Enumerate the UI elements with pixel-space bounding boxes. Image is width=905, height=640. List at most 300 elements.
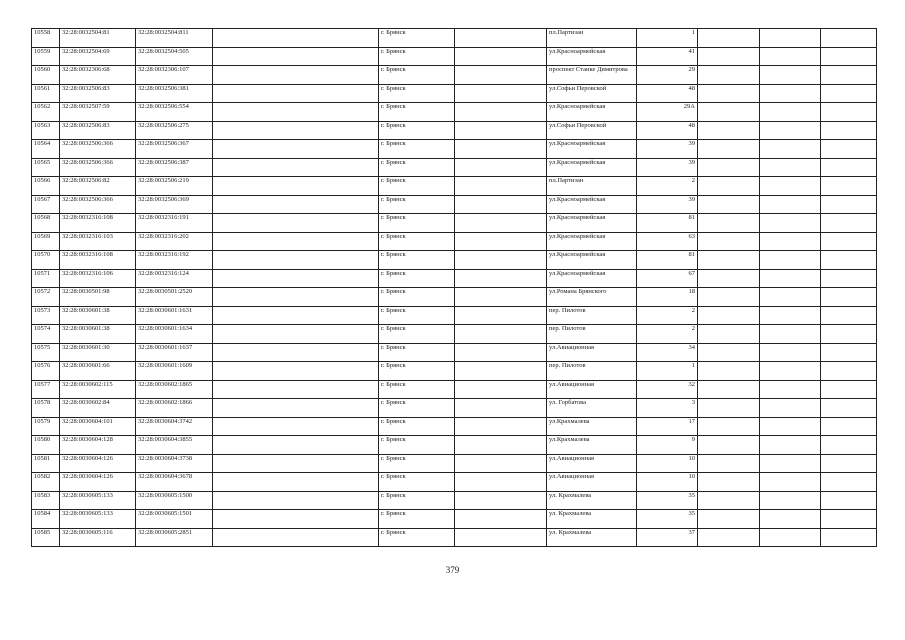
object-cadastral-number-cell: 32:28:0032316:191 bbox=[136, 214, 213, 233]
house-number-cell: 35 bbox=[637, 510, 698, 529]
parcel-cadastral-number-cell: 32:28:0030605:133 bbox=[60, 491, 136, 510]
empty-cell bbox=[821, 343, 877, 362]
empty-cell bbox=[760, 29, 821, 48]
row-number-cell: 10566 bbox=[32, 177, 60, 196]
parcel-cadastral-number-cell: 32:28:0032316:106 bbox=[60, 269, 136, 288]
house-number-cell: 41 bbox=[637, 47, 698, 66]
empty-cell bbox=[821, 103, 877, 122]
row-number-cell: 10563 bbox=[32, 121, 60, 140]
empty-cell bbox=[455, 214, 547, 233]
city-cell: г. Брянск bbox=[379, 288, 455, 307]
object-cadastral-number-cell: 32:28:0032506:387 bbox=[136, 158, 213, 177]
object-cadastral-number-cell: 32:28:0030601:1634 bbox=[136, 325, 213, 344]
street-cell: ул.Красноармейская bbox=[547, 140, 637, 159]
house-number-cell: 29 bbox=[637, 66, 698, 85]
empty-cell bbox=[213, 399, 379, 418]
street-cell: ул. Крахмалева bbox=[547, 491, 637, 510]
parcel-cadastral-number-cell: 32:28:0032504:81 bbox=[60, 29, 136, 48]
empty-cell bbox=[821, 325, 877, 344]
empty-cell bbox=[760, 195, 821, 214]
empty-cell bbox=[821, 269, 877, 288]
house-number-cell: 48 bbox=[637, 121, 698, 140]
empty-cell bbox=[455, 510, 547, 529]
table-row bbox=[32, 491, 877, 510]
empty-cell bbox=[821, 417, 877, 436]
street-cell: ул.Красноармейская bbox=[547, 195, 637, 214]
empty-cell bbox=[821, 47, 877, 66]
city-cell: г. Брянск bbox=[379, 491, 455, 510]
parcel-cadastral-number-cell: 32:28:0032506:83 bbox=[60, 121, 136, 140]
empty-cell bbox=[455, 362, 547, 381]
house-number-cell: 39 bbox=[637, 158, 698, 177]
city-cell: г. Брянск bbox=[379, 140, 455, 159]
city-cell: г. Брянск bbox=[379, 399, 455, 418]
empty-cell bbox=[213, 251, 379, 270]
object-cadastral-number-cell: 32:28:0030604:3855 bbox=[136, 436, 213, 455]
empty-cell bbox=[455, 288, 547, 307]
house-number-cell: 81 bbox=[637, 214, 698, 233]
row-number-cell: 10560 bbox=[32, 66, 60, 85]
empty-cell bbox=[821, 29, 877, 48]
empty-cell bbox=[760, 66, 821, 85]
empty-cell bbox=[760, 232, 821, 251]
house-number-cell: 32 bbox=[637, 380, 698, 399]
table-row bbox=[32, 269, 877, 288]
empty-cell bbox=[760, 399, 821, 418]
empty-cell bbox=[213, 84, 379, 103]
object-cadastral-number-cell: 32:28:0030604:3738 bbox=[136, 454, 213, 473]
street-cell: ул.Авиационная bbox=[547, 380, 637, 399]
empty-cell bbox=[455, 380, 547, 399]
house-number-cell: 29А bbox=[637, 103, 698, 122]
empty-cell bbox=[698, 528, 760, 547]
table-row bbox=[32, 251, 877, 270]
parcel-cadastral-number-cell: 32:28:0030501:98 bbox=[60, 288, 136, 307]
street-cell: ул.Красноармейская bbox=[547, 47, 637, 66]
empty-cell bbox=[760, 528, 821, 547]
house-number-cell: 63 bbox=[637, 232, 698, 251]
city-cell: г. Брянск bbox=[379, 214, 455, 233]
empty-cell bbox=[760, 177, 821, 196]
empty-cell bbox=[821, 380, 877, 399]
table-row bbox=[32, 325, 877, 344]
empty-cell bbox=[760, 84, 821, 103]
street-cell: ул.Красноармейская bbox=[547, 232, 637, 251]
empty-cell bbox=[821, 66, 877, 85]
empty-cell bbox=[213, 140, 379, 159]
object-cadastral-number-cell: 32:28:0030602:1865 bbox=[136, 380, 213, 399]
street-cell: ул.Красноармейская bbox=[547, 251, 637, 270]
house-number-cell: 17 bbox=[637, 417, 698, 436]
empty-cell bbox=[213, 214, 379, 233]
empty-cell bbox=[213, 195, 379, 214]
empty-cell bbox=[455, 528, 547, 547]
empty-cell bbox=[455, 399, 547, 418]
empty-cell bbox=[455, 251, 547, 270]
street-cell: пер. Пилотов bbox=[547, 306, 637, 325]
empty-cell bbox=[455, 103, 547, 122]
house-number-cell: 39 bbox=[637, 140, 698, 159]
row-number-cell: 10574 bbox=[32, 325, 60, 344]
empty-cell bbox=[760, 510, 821, 529]
empty-cell bbox=[213, 325, 379, 344]
empty-cell bbox=[698, 195, 760, 214]
city-cell: г. Брянск bbox=[379, 473, 455, 492]
house-number-cell: 2 bbox=[637, 325, 698, 344]
empty-cell bbox=[760, 343, 821, 362]
empty-cell bbox=[698, 325, 760, 344]
empty-cell bbox=[821, 140, 877, 159]
object-cadastral-number-cell: 32:28:0032506:367 bbox=[136, 140, 213, 159]
empty-cell bbox=[821, 510, 877, 529]
empty-cell bbox=[821, 158, 877, 177]
table-row bbox=[32, 399, 877, 418]
city-cell: г. Брянск bbox=[379, 454, 455, 473]
street-cell: ул.Авиационная bbox=[547, 473, 637, 492]
empty-cell bbox=[760, 121, 821, 140]
house-number-cell: 67 bbox=[637, 269, 698, 288]
parcel-cadastral-number-cell: 32:28:0030601:38 bbox=[60, 325, 136, 344]
parcel-cadastral-number-cell: 32:28:0032316:108 bbox=[60, 214, 136, 233]
table-body bbox=[32, 29, 877, 547]
empty-cell bbox=[698, 103, 760, 122]
empty-cell bbox=[760, 269, 821, 288]
parcel-cadastral-number-cell: 32:28:0032506:83 bbox=[60, 84, 136, 103]
empty-cell bbox=[760, 251, 821, 270]
parcel-cadastral-number-cell: 32:28:0032306:68 bbox=[60, 66, 136, 85]
empty-cell bbox=[455, 417, 547, 436]
empty-cell bbox=[455, 66, 547, 85]
street-cell: ул. Крахмалева bbox=[547, 510, 637, 529]
object-cadastral-number-cell: 32:28:0030601:1631 bbox=[136, 306, 213, 325]
object-cadastral-number-cell: 32:28:0032506:369 bbox=[136, 195, 213, 214]
row-number-cell: 10578 bbox=[32, 399, 60, 418]
table-row bbox=[32, 436, 877, 455]
table-row bbox=[32, 195, 877, 214]
row-number-cell: 10559 bbox=[32, 47, 60, 66]
object-cadastral-number-cell: 32:28:0030601:1637 bbox=[136, 343, 213, 362]
table-row bbox=[32, 66, 877, 85]
street-cell: пер. Пилотов bbox=[547, 362, 637, 381]
empty-cell bbox=[698, 454, 760, 473]
empty-cell bbox=[760, 362, 821, 381]
parcel-cadastral-number-cell: 32:28:0030604:126 bbox=[60, 473, 136, 492]
empty-cell bbox=[455, 436, 547, 455]
city-cell: г. Брянск bbox=[379, 84, 455, 103]
city-cell: г. Брянск bbox=[379, 103, 455, 122]
empty-cell bbox=[821, 399, 877, 418]
empty-cell bbox=[760, 47, 821, 66]
empty-cell bbox=[213, 288, 379, 307]
city-cell: г. Брянск bbox=[379, 362, 455, 381]
empty-cell bbox=[455, 325, 547, 344]
empty-cell bbox=[698, 84, 760, 103]
city-cell: г. Брянск bbox=[379, 47, 455, 66]
row-number-cell: 10580 bbox=[32, 436, 60, 455]
empty-cell bbox=[213, 362, 379, 381]
empty-cell bbox=[455, 473, 547, 492]
house-number-cell: 18 bbox=[637, 288, 698, 307]
empty-cell bbox=[698, 269, 760, 288]
row-number-cell: 10584 bbox=[32, 510, 60, 529]
house-number-cell: 48 bbox=[637, 84, 698, 103]
empty-cell bbox=[213, 306, 379, 325]
house-number-cell: 10 bbox=[637, 454, 698, 473]
object-cadastral-number-cell: 32:28:0030604:3678 bbox=[136, 473, 213, 492]
table-row bbox=[32, 121, 877, 140]
empty-cell bbox=[698, 491, 760, 510]
object-cadastral-number-cell: 32:28:0032506:219 bbox=[136, 177, 213, 196]
parcel-cadastral-number-cell: 32:28:0030605:133 bbox=[60, 510, 136, 529]
empty-cell bbox=[698, 29, 760, 48]
empty-cell bbox=[455, 343, 547, 362]
object-cadastral-number-cell: 32:28:0030601:1609 bbox=[136, 362, 213, 381]
parcel-cadastral-number-cell: 32:28:0030602:115 bbox=[60, 380, 136, 399]
empty-cell bbox=[698, 66, 760, 85]
row-number-cell: 10571 bbox=[32, 269, 60, 288]
street-cell: ул. Крахмалева bbox=[547, 528, 637, 547]
empty-cell bbox=[455, 158, 547, 177]
empty-cell bbox=[821, 473, 877, 492]
empty-cell bbox=[821, 195, 877, 214]
row-number-cell: 10575 bbox=[32, 343, 60, 362]
city-cell: г. Брянск bbox=[379, 510, 455, 529]
empty-cell bbox=[821, 232, 877, 251]
table-row bbox=[32, 528, 877, 547]
row-number-cell: 10572 bbox=[32, 288, 60, 307]
empty-cell bbox=[698, 510, 760, 529]
row-number-cell: 10562 bbox=[32, 103, 60, 122]
row-number-cell: 10565 bbox=[32, 158, 60, 177]
object-cadastral-number-cell: 32:28:0032506:554 bbox=[136, 103, 213, 122]
parcel-cadastral-number-cell: 32:28:0032316:103 bbox=[60, 232, 136, 251]
empty-cell bbox=[760, 140, 821, 159]
empty-cell bbox=[455, 29, 547, 48]
empty-cell bbox=[760, 306, 821, 325]
city-cell: г. Брянск bbox=[379, 66, 455, 85]
house-number-cell: 3 bbox=[637, 399, 698, 418]
empty-cell bbox=[760, 491, 821, 510]
street-cell: пл.Партизан bbox=[547, 29, 637, 48]
table-row bbox=[32, 158, 877, 177]
empty-cell bbox=[213, 29, 379, 48]
street-cell: ул.Авиационная bbox=[547, 454, 637, 473]
street-cell: ул.Крахмалева bbox=[547, 436, 637, 455]
object-cadastral-number-cell: 32:28:0032504:811 bbox=[136, 29, 213, 48]
parcel-cadastral-number-cell: 32:28:0030604:128 bbox=[60, 436, 136, 455]
city-cell: г. Брянск bbox=[379, 417, 455, 436]
row-number-cell: 10582 bbox=[32, 473, 60, 492]
street-cell: ул.Красноармейская bbox=[547, 269, 637, 288]
house-number-cell: 35 bbox=[637, 491, 698, 510]
object-cadastral-number-cell: 32:28:0032316:124 bbox=[136, 269, 213, 288]
parcel-cadastral-number-cell: 32:28:0030601:66 bbox=[60, 362, 136, 381]
object-cadastral-number-cell: 32:28:0032504:505 bbox=[136, 47, 213, 66]
city-cell: г. Брянск bbox=[379, 269, 455, 288]
empty-cell bbox=[698, 47, 760, 66]
empty-cell bbox=[213, 510, 379, 529]
table-row bbox=[32, 380, 877, 399]
street-cell: ул.Авиационная bbox=[547, 343, 637, 362]
city-cell: г. Брянск bbox=[379, 251, 455, 270]
street-cell: ул.Красноармейская bbox=[547, 214, 637, 233]
empty-cell bbox=[698, 251, 760, 270]
row-number-cell: 10576 bbox=[32, 362, 60, 381]
empty-cell bbox=[760, 454, 821, 473]
table-row bbox=[32, 140, 877, 159]
table-row bbox=[32, 214, 877, 233]
empty-cell bbox=[821, 528, 877, 547]
city-cell: г. Брянск bbox=[379, 528, 455, 547]
street-cell: ул.Крахмалева bbox=[547, 417, 637, 436]
empty-cell bbox=[213, 491, 379, 510]
empty-cell bbox=[760, 214, 821, 233]
empty-cell bbox=[698, 288, 760, 307]
empty-cell bbox=[760, 417, 821, 436]
city-cell: г. Брянск bbox=[379, 121, 455, 140]
house-number-cell: 34 bbox=[637, 343, 698, 362]
empty-cell bbox=[760, 158, 821, 177]
house-number-cell: 81 bbox=[637, 251, 698, 270]
city-cell: г. Брянск bbox=[379, 232, 455, 251]
empty-cell bbox=[698, 380, 760, 399]
empty-cell bbox=[698, 417, 760, 436]
parcel-cadastral-number-cell: 32:28:0032506:366 bbox=[60, 158, 136, 177]
table-row bbox=[32, 232, 877, 251]
street-cell: ул.Красноармейская bbox=[547, 103, 637, 122]
empty-cell bbox=[455, 491, 547, 510]
row-number-cell: 10573 bbox=[32, 306, 60, 325]
house-number-cell: 10 bbox=[637, 473, 698, 492]
empty-cell bbox=[455, 269, 547, 288]
parcel-cadastral-number-cell: 32:28:0032504:69 bbox=[60, 47, 136, 66]
street-cell: ул.Красноармейская bbox=[547, 158, 637, 177]
object-cadastral-number-cell: 32:28:0032506:381 bbox=[136, 84, 213, 103]
empty-cell bbox=[455, 47, 547, 66]
empty-cell bbox=[213, 436, 379, 455]
empty-cell bbox=[455, 454, 547, 473]
empty-cell bbox=[821, 306, 877, 325]
city-cell: г. Брянск bbox=[379, 177, 455, 196]
object-cadastral-number-cell: 32:28:0030605:2851 bbox=[136, 528, 213, 547]
object-cadastral-number-cell: 32:28:0030501:2520 bbox=[136, 288, 213, 307]
house-number-cell: 2 bbox=[637, 306, 698, 325]
empty-cell bbox=[455, 121, 547, 140]
row-number-cell: 10569 bbox=[32, 232, 60, 251]
empty-cell bbox=[821, 436, 877, 455]
house-number-cell: 1 bbox=[637, 362, 698, 381]
row-number-cell: 10564 bbox=[32, 140, 60, 159]
empty-cell bbox=[213, 121, 379, 140]
empty-cell bbox=[821, 177, 877, 196]
row-number-cell: 10568 bbox=[32, 214, 60, 233]
table-row bbox=[32, 343, 877, 362]
empty-cell bbox=[760, 288, 821, 307]
object-cadastral-number-cell: 32:28:0032306:107 bbox=[136, 66, 213, 85]
object-cadastral-number-cell: 32:28:0030605:1501 bbox=[136, 510, 213, 529]
empty-cell bbox=[213, 380, 379, 399]
empty-cell bbox=[698, 177, 760, 196]
empty-cell bbox=[213, 528, 379, 547]
parcel-cadastral-number-cell: 32:28:0032506:366 bbox=[60, 195, 136, 214]
street-cell: ул.Романа Брянского bbox=[547, 288, 637, 307]
empty-cell bbox=[760, 436, 821, 455]
city-cell: г. Брянск bbox=[379, 306, 455, 325]
row-number-cell: 10579 bbox=[32, 417, 60, 436]
empty-cell bbox=[455, 232, 547, 251]
row-number-cell: 10583 bbox=[32, 491, 60, 510]
row-number-cell: 10561 bbox=[32, 84, 60, 103]
parcel-cadastral-number-cell: 32:28:0032316:108 bbox=[60, 251, 136, 270]
city-cell: г. Брянск bbox=[379, 436, 455, 455]
empty-cell bbox=[213, 103, 379, 122]
city-cell: г. Брянск bbox=[379, 380, 455, 399]
empty-cell bbox=[698, 232, 760, 251]
empty-cell bbox=[213, 454, 379, 473]
house-number-cell: 1 bbox=[637, 29, 698, 48]
empty-cell bbox=[698, 140, 760, 159]
street-cell: пл.Партизан bbox=[547, 177, 637, 196]
parcel-cadastral-number-cell: 32:28:0030604:126 bbox=[60, 454, 136, 473]
empty-cell bbox=[698, 436, 760, 455]
empty-cell bbox=[213, 177, 379, 196]
parcel-cadastral-number-cell: 32:28:0030605:116 bbox=[60, 528, 136, 547]
empty-cell bbox=[455, 84, 547, 103]
empty-cell bbox=[213, 158, 379, 177]
empty-cell bbox=[213, 417, 379, 436]
parcel-cadastral-number-cell: 32:28:0030601:38 bbox=[60, 306, 136, 325]
city-cell: г. Брянск bbox=[379, 195, 455, 214]
empty-cell bbox=[455, 195, 547, 214]
table-row bbox=[32, 454, 877, 473]
row-number-cell: 10585 bbox=[32, 528, 60, 547]
street-cell: ул.Софьи Перовской bbox=[547, 84, 637, 103]
house-number-cell: 9 bbox=[637, 436, 698, 455]
object-cadastral-number-cell: 32:28:0032316:192 bbox=[136, 251, 213, 270]
empty-cell bbox=[455, 140, 547, 159]
table-row bbox=[32, 306, 877, 325]
row-number-cell: 10567 bbox=[32, 195, 60, 214]
table-row bbox=[32, 510, 877, 529]
row-number-cell: 10581 bbox=[32, 454, 60, 473]
table-row bbox=[32, 84, 877, 103]
parcel-cadastral-number-cell: 32:28:0030604:101 bbox=[60, 417, 136, 436]
empty-cell bbox=[213, 232, 379, 251]
object-cadastral-number-cell: 32:28:0032506:275 bbox=[136, 121, 213, 140]
row-number-cell: 10577 bbox=[32, 380, 60, 399]
table-row bbox=[32, 177, 877, 196]
house-number-cell: 37 bbox=[637, 528, 698, 547]
table-row bbox=[32, 362, 877, 381]
empty-cell bbox=[821, 491, 877, 510]
empty-cell bbox=[213, 343, 379, 362]
object-cadastral-number-cell: 32:28:0030605:1500 bbox=[136, 491, 213, 510]
city-cell: г. Брянск bbox=[379, 325, 455, 344]
city-cell: г. Брянск bbox=[379, 158, 455, 177]
empty-cell bbox=[821, 84, 877, 103]
empty-cell bbox=[213, 473, 379, 492]
street-cell: ул. Горбатова bbox=[547, 399, 637, 418]
empty-cell bbox=[698, 473, 760, 492]
empty-cell bbox=[821, 454, 877, 473]
empty-cell bbox=[698, 306, 760, 325]
empty-cell bbox=[698, 343, 760, 362]
empty-cell bbox=[698, 399, 760, 418]
empty-cell bbox=[821, 362, 877, 381]
street-cell: проспект Станке Димитрова bbox=[547, 66, 637, 85]
registry-table bbox=[31, 28, 877, 547]
street-cell: ул.Софьи Перовской bbox=[547, 121, 637, 140]
